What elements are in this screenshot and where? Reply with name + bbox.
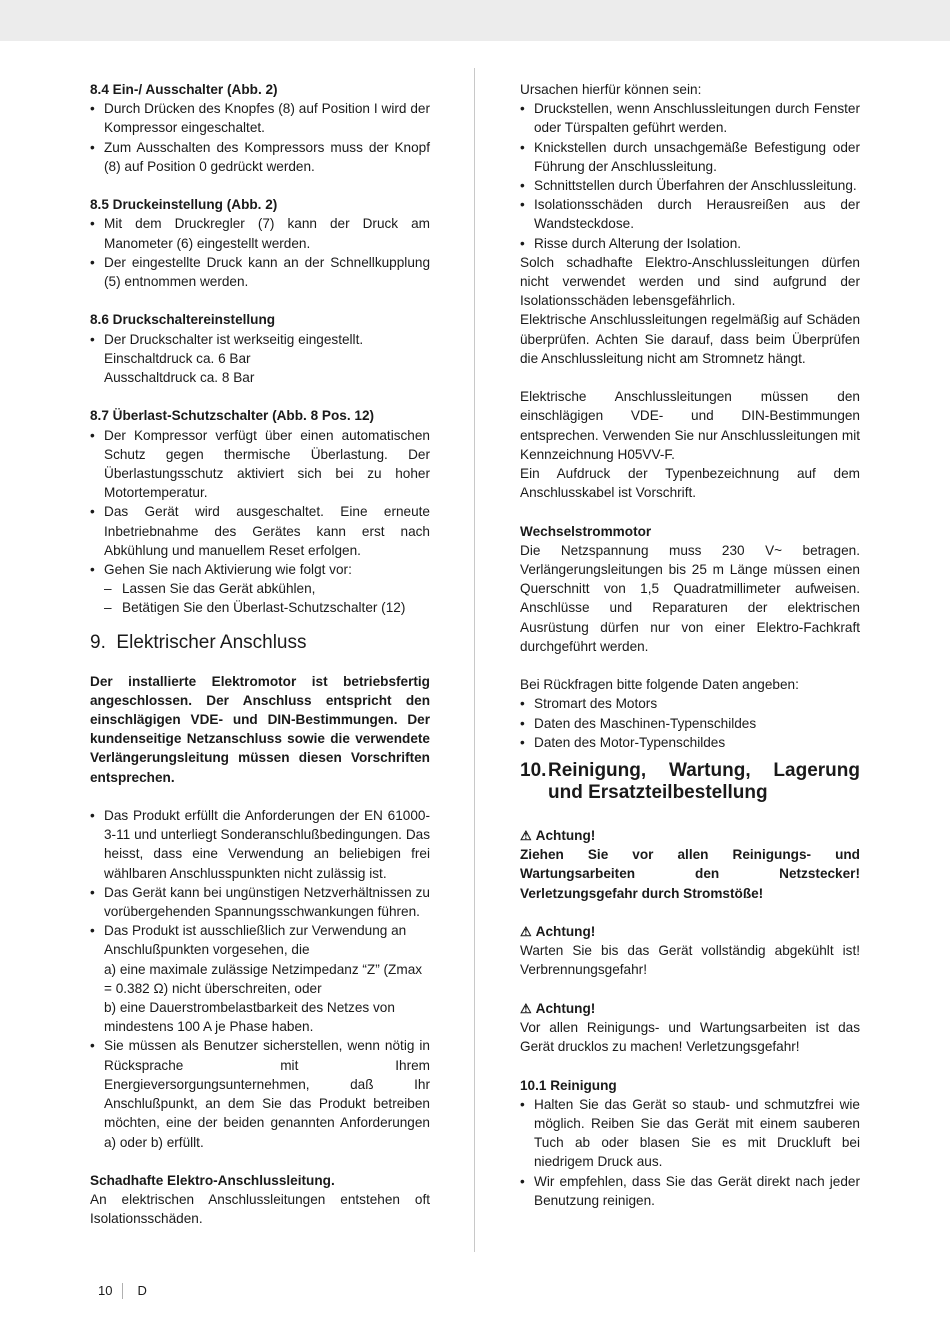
list-9 xyxy=(90,806,430,1152)
list-8-7 xyxy=(90,426,430,580)
heading-8-7: 8.7 Überlast-Schutzschalter (Abb. 8 Pos. 12) xyxy=(90,408,375,424)
left-column xyxy=(90,80,430,1229)
list-item: • Durch Drücken des Knopfes (8) auf Position I wird der Kompressor eingeschaltet. xyxy=(90,99,430,137)
warning-triangle-icon: ⚠ xyxy=(520,828,532,844)
heading-9-number: 9. xyxy=(90,631,106,653)
list-item xyxy=(90,330,430,388)
list-10-1 xyxy=(520,1095,860,1210)
warning-text-2: Warten Sie bis das Gerät vollständig abgekühlt ist! Verbrennungsgefahr! xyxy=(520,943,860,978)
dash-item: – Betätigen Sie den Überlast-Schutzschalter (12) xyxy=(90,598,430,617)
inquiry-intro: Bei Rückfragen bitte folgende Daten angeben: xyxy=(520,677,799,693)
list-item: • Sie müssen als Benutzer sicherstellen, wenn nötig in Rücksprache mit Ihrem Energieversorgungsunternehmen, daß Ihr Anschlußpunkt, an dem Sie das Produkt betreiben möchten, eine der beiden genannten Anforderungen a) oder b) erfüllt. xyxy=(90,1036,430,1151)
paragraph: Elektrische Anschlussleitungen regelmäßig auf Schäden überprüfen. Achten Sie darauf, dass beim Überprüfen die Anschlussleitung nicht am Stromnetz hängt. xyxy=(520,312,860,366)
list-item: • Der Kompressor verfügt über einen automatischen Schutz gegen thermische Überlastung. Der Überlastungsschutz aktiviert sich bei zu hoher Motortemperatur. xyxy=(90,426,430,503)
defective-cable-text: An elektrischen Anschlussleitungen entstehen oft Isolationsschäden. xyxy=(90,1192,430,1227)
list-item: • Stromart des Motors xyxy=(520,694,860,713)
list-item xyxy=(90,921,430,1036)
page-number: 10 xyxy=(98,1283,123,1299)
list-item: • Daten des Maschinen-Typenschildes xyxy=(520,714,860,733)
paragraph: Ein Aufdruck der Typenbezeichnung auf dem Anschlusskabel ist Vorschrift. xyxy=(520,466,860,501)
warning-label xyxy=(520,826,860,845)
top-band xyxy=(0,0,950,41)
list-item: • Das Produkt erfüllt die Anforderungen der EN 61000-3-11 und unterliegt Sonderanschlußbedingungen. Das heisst, dass eine Verwendung an beliebigen frei wählbaren Anschlusspunkten nicht zulässig ist. xyxy=(90,806,430,883)
warning-text-3: Vor allen Reinigungs- und Wartungsarbeiten ist das Gerät drucklos zu machen! Verletzungsgefahr! xyxy=(520,1020,860,1055)
list-item: • Risse durch Alterung der Isolation. xyxy=(520,234,860,253)
switch-on-pressure: Einschaltdruck ca. 6 Bar xyxy=(104,350,251,366)
list-8-6 xyxy=(90,330,430,388)
warning-label-text: Achtung! xyxy=(535,1000,596,1016)
warning-label xyxy=(520,922,860,941)
list-item-text: Der Druckschalter ist werkseitig eingestellt. xyxy=(104,331,364,347)
switch-off-pressure: Ausschaltdruck ca. 8 Bar xyxy=(104,370,255,386)
heading-8-5: 8.5 Druckeinstellung (Abb. 2) xyxy=(90,197,278,213)
list-8-5 xyxy=(90,214,430,291)
inquiry-list xyxy=(520,694,860,752)
list-item: • Das Gerät kann bei ungünstigen Netzverhältnissen zu vorübergehenden Spannungsschwankungen führen. xyxy=(90,883,430,921)
list-item: • Wir empfehlen, dass Sie das Gerät direkt nach jeder Benutzung reinigen. xyxy=(520,1172,860,1210)
causes-intro: Ursachen hierfür können sein: xyxy=(520,82,702,97)
page-footer xyxy=(98,1283,147,1299)
condition-b: b) eine Dauerstrombelastbarkeit des Netzes von mindestens 100 A je Phase haben. xyxy=(104,1000,395,1035)
list-item: • Gehen Sie nach Aktivierung wie folgt vor: xyxy=(90,560,430,579)
warning-label-text: Achtung! xyxy=(535,924,596,940)
heading-10-1: 10.1 Reinigung xyxy=(520,1077,617,1093)
paragraph: Solch schadhafte Elektro-Anschlussleitungen dürfen nicht verwendet werden und sind aufgrund der Isolationsschäden lebensgefährlich. xyxy=(520,254,860,309)
heading-9-title: Elektrischer Anschluss xyxy=(116,631,307,653)
ac-motor-text: Die Netzspannung muss 230 V~ betragen. Verlängerungsleitungen bis 25 m Länge müssen einen Querschnitt von 1,5 Quadratmillimeter aufweisen. Anschlüsse und Reparaturen der elektrischen Ausrüstung dürfen nur von einer Elektro-Fachkraft durchgeführt werden. xyxy=(520,542,860,654)
list-item: • Zum Ausschalten des Kompressors muss der Knopf (8) auf Position 0 gedrückt werden. xyxy=(90,138,430,176)
list-item-text: Das Produkt ist ausschließlich zur Verwendung an Anschlußpunkten vorgesehen, die xyxy=(104,923,407,958)
heading-10 xyxy=(520,760,860,804)
list-item: • Mit dem Druckregler (7) kann der Druck am Manometer (6) eingestellt werden. xyxy=(90,214,430,252)
right-column xyxy=(520,80,860,1210)
paragraph: Elektrische Anschlussleitungen müssen den einschlägigen VDE- und DIN-Bestimmungen entsprechen. Verwenden Sie nur Anschlussleitungen mit Kennzeichnung H05VV-F. xyxy=(520,389,860,462)
heading-9 xyxy=(90,632,430,654)
language-code: D xyxy=(137,1283,147,1298)
list-item: • Halten Sie das Gerät so staub- und schmutzfrei wie möglich. Reiben Sie das Gerät mit einem sauberen Tuch ab oder blasen Sie es mit Druckluft bei niedrigem Druck aus. xyxy=(520,1095,860,1172)
warning-triangle-icon: ⚠ xyxy=(520,924,532,940)
condition-a: a) eine maximale zulässige Netzimpedanz “Z” (Zmax = 0.382 Ω) nicht überschreiten, oder xyxy=(104,961,423,996)
heading-ac-motor: Wechselstrommotor xyxy=(520,523,652,539)
list-item: • Der eingestellte Druck kann an der Schnellkupplung (5) entnommen werden. xyxy=(90,253,430,291)
dash-item: – Lassen Sie das Gerät abkühlen, xyxy=(90,579,430,598)
causes-list xyxy=(520,99,860,253)
heading-8-4: 8.4 Ein-/ Ausschalter (Abb. 2) xyxy=(90,82,278,97)
list-item: • Das Gerät wird ausgeschaltet. Eine erneute Inbetriebnahme des Gerätes kann erst nach Abkühlung und manuellem Reset erfolgen. xyxy=(90,502,430,560)
list-item: • Daten des Motor-Typenschildes xyxy=(520,733,860,752)
heading-defective-cable: Schadhafte Elektro-Anschlussleitung. xyxy=(90,1172,335,1188)
list-item: • Isolationsschäden durch Herausreißen aus der Wandsteckdose. xyxy=(520,195,860,233)
warning-label-text: Achtung! xyxy=(535,828,596,844)
column-divider xyxy=(474,68,475,1252)
list-item: • Schnittstellen durch Überfahren der Anschlussleitung. xyxy=(520,176,860,195)
dash-list-8-7 xyxy=(90,579,430,617)
warning-triangle-icon: ⚠ xyxy=(520,1000,532,1016)
heading-10-number: 10. xyxy=(520,760,547,782)
list-item: • Druckstellen, wenn Anschlussleitungen durch Fenster oder Türspalten geführt werden. xyxy=(520,99,860,137)
warning-label xyxy=(520,999,860,1018)
heading-8-6: 8.6 Druckschaltereinstellung xyxy=(90,312,276,328)
list-8-4 xyxy=(90,99,430,176)
warning-text-1: Ziehen Sie vor allen Reinigungs- und Wartungsarbeiten den Netzstecker! Verletzungsgefahr durch Stromstöße! xyxy=(520,847,860,901)
heading-10-title: Reinigung, Wartung, Lagerung und Ersatzteilbestellung xyxy=(548,760,860,804)
section-9-intro: Der installierte Elektromotor ist betriebsfertig angeschlossen. Der Anschluss entspricht den einschlägigen VDE- und DIN-Bestimmungen. Der kundenseitige Netzanschluss sowie die verwendete Verlängerungsleitung müssen diesen Vorschriften entsprechen. xyxy=(90,673,430,785)
list-item: • Knickstellen durch unsachgemäße Befestigung oder Führung der Anschlussleitung. xyxy=(520,138,860,176)
